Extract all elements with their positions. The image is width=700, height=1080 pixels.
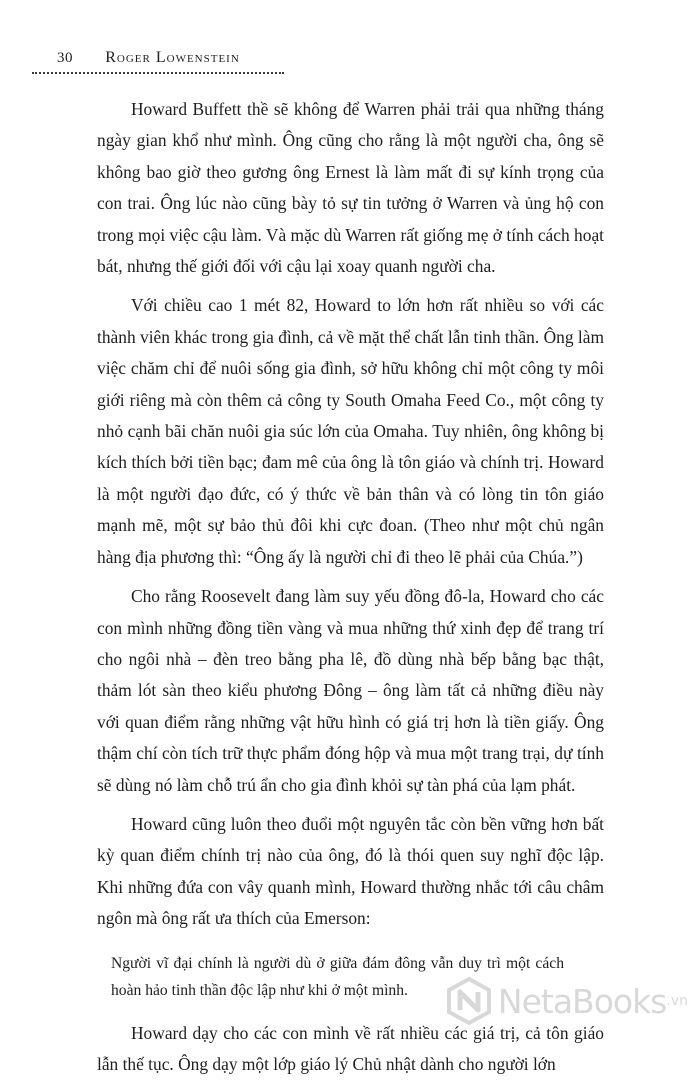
running-header	[30, 49, 240, 67]
block-quote: Người vĩ đại chính là người dù ở giữa đám đông vẫn duy trì một cách hoàn hảo tinh thần độc lập như khi ở một mình.	[111, 954, 564, 999]
watermark-suffix: .vn	[666, 993, 688, 1009]
header-dotted-rule	[32, 72, 284, 74]
running-head-author: Roger Lowenstein	[105, 49, 240, 66]
watermark	[444, 976, 688, 1026]
body-text	[97, 94, 604, 1080]
paragraph: Cho rằng Roosevelt đang làm suy yếu đồng đô-la, Howard cho các con mình những đồng tiền vàng và mua những thứ xinh đẹp để trang trí cho ngôi nhà – đèn treo bằng pha lê, đồ dùng nhà bếp bằng bạc thật, thảm lót sàn theo kiểu phương Đông – ông làm tất cả những điều này với quan điểm rằng những vật hữu hình có giá trị hơn là tiền giấy. Ông thậm chí còn tích trữ thực phẩm đóng hộp và mua một trang trại, dự tính sẽ dùng nó làm chỗ trú ẩn cho gia đình khỏi sự tàn phá của lạm phát.	[97, 586, 604, 795]
n-hexagon-icon	[444, 976, 494, 1026]
paragraph: Howard Buffett thề sẽ không để Warren phải trải qua những tháng ngày gian khổ như mình. Ông cũng cho rằng là một người cha, ông sẽ không bao giờ theo gương ông Ernest là làm mất đi sự kính trọng của con trai. Ông lúc nào cũng bày tỏ sự tin tưởng ở Warren và ủng hộ con trong mọi việc cậu làm. Và mặc dù Warren rất giống mẹ ở tính cách hoạt bát, nhưng thế giới đối với cậu lại xoay quanh người cha.	[97, 99, 604, 277]
paragraph: Howard dạy cho các con mình về rất nhiều các giá trị, cả tôn giáo lẫn thế tục. Ông dạy một lớp giáo lý Chủ nhật dành cho người lớn	[97, 1022, 604, 1074]
paragraph: Với chiều cao 1 mét 82, Howard to lớn hơn rất nhiều so với các thành viên khác trong gia đình, cả về mặt thể chất lẫn tinh thần. Ông làm việc chăm chỉ để nuôi sống gia đình, sở hữu không chỉ một công ty môi giới riêng mà còn thêm cả công ty South Omaha Feed Co., một công ty nhỏ cạnh bãi chăn nuôi gia súc lớn của Omaha. Tuy nhiên, ông không bị kích thích bởi tiền bạc; đam mê của ông là tôn giáo và chính trị. Howard là một người đạo đức, có ý thức về bản thân và có lòng tin tôn giáo mạnh mẽ, một sự bảo thủ đôi khi cực đoan. (Theo như một chủ ngân hàng địa phương thì: “Ông ấy là người chỉ đi theo lẽ phải của Chúa.”)	[97, 295, 604, 567]
page-number: 30	[57, 50, 73, 66]
watermark-brand: NetaBooks	[497, 981, 667, 1021]
paragraph: Howard cũng luôn theo đuổi một nguyên tắc còn bền vững hơn bất kỳ quan điểm chính trị nào của ông, đó là thói quen suy nghĩ độc lập. Khi những đứa con vây quanh mình, Howard thường nhắc tới câu châm ngôn mà ông rất ưa thích của Emerson:	[97, 813, 604, 929]
